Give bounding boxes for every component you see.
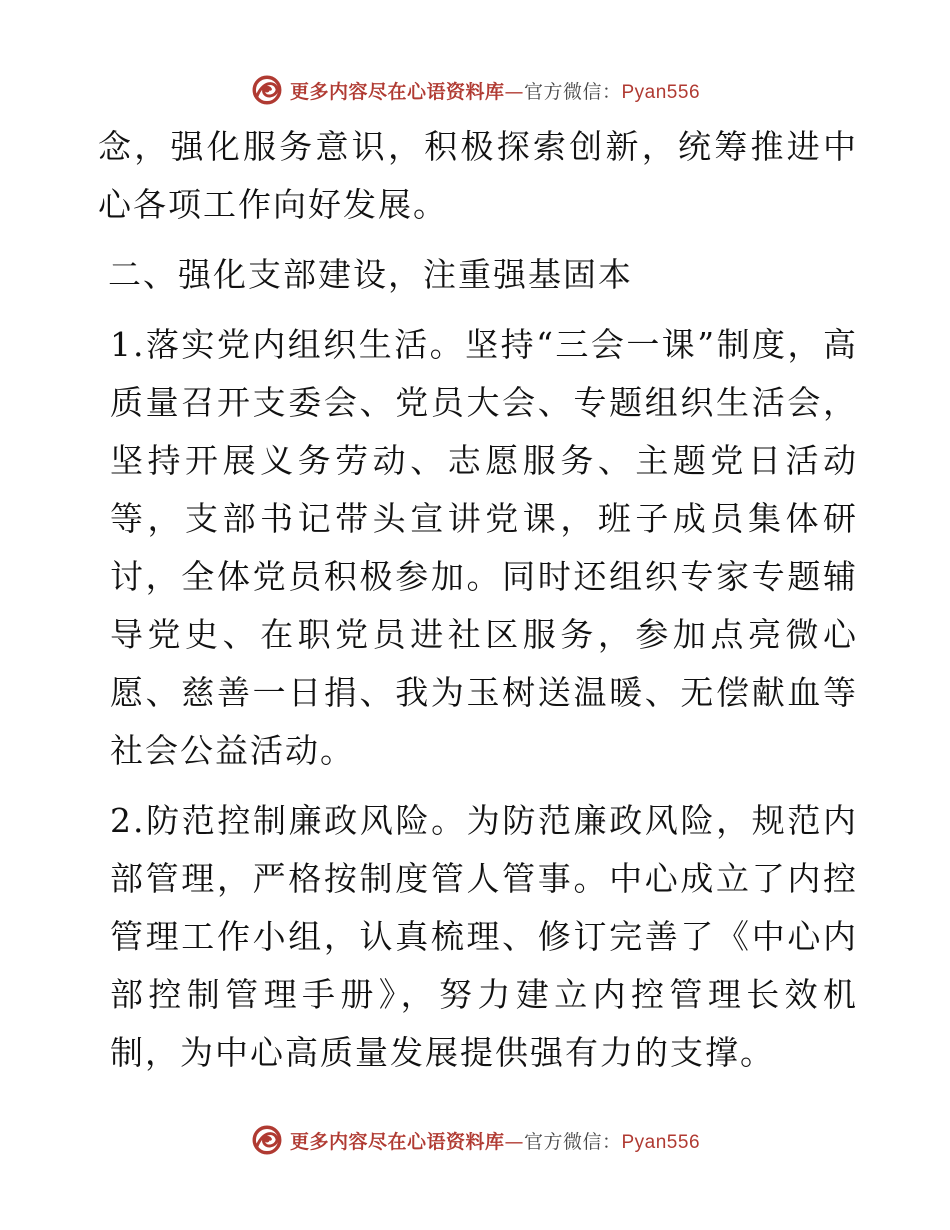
watermark-dash: —: [504, 1130, 524, 1153]
watermark-main-text: 更多内容尽在心语资料库: [289, 80, 505, 103]
paragraph-item-2: 2.防范控制廉政风险。为防范廉政风险，规范内部管理，严格按制度管人管事。中心成立了内控管理工作小组，认真梳理、修订完善了《中心内部控制管理手册》，努力建立内控管理长效机制，为中心高质量发展提供强有力的支撑。: [110, 801, 858, 1072]
watermark-wechat-id: Pyan556: [621, 1131, 701, 1153]
document-body: [98, 118, 858, 1082]
paragraph-item-1: 1.落实党内组织生活。坚持“三会一课”制度，高质量召开支委会、党员大会、专题组织生活会，坚持开展义务劳动、志愿服务、主题党日活动等，支部书记带头宣讲党课，班子成员集体研讨，全体党员积极参加。同时还组织专家专题辅导党史、在职党员进社区服务，参加点亮微心愿、慈善一日捐、我为玉树送温暖、无偿献血等社会公益活动。: [110, 325, 858, 770]
header-watermark: [0, 70, 950, 110]
watermark-wechat-id: Pyan556: [621, 81, 701, 103]
section-heading: 二、强化支部建设，注重强基固本: [108, 255, 633, 294]
swirl-logo-icon: [250, 1123, 284, 1157]
watermark-main-text: 更多内容尽在心语资料库: [289, 1130, 505, 1153]
watermark-official-label: 官方微信：: [523, 1130, 622, 1153]
paragraph-continuation: 念，强化服务意识，积极探索创新，统筹推进中心各项工作向好发展。: [98, 127, 858, 224]
swirl-logo-icon: [250, 73, 284, 107]
watermark-dash: —: [504, 80, 524, 103]
watermark-official-label: 官方微信：: [523, 80, 622, 103]
footer-watermark: [0, 1120, 950, 1160]
